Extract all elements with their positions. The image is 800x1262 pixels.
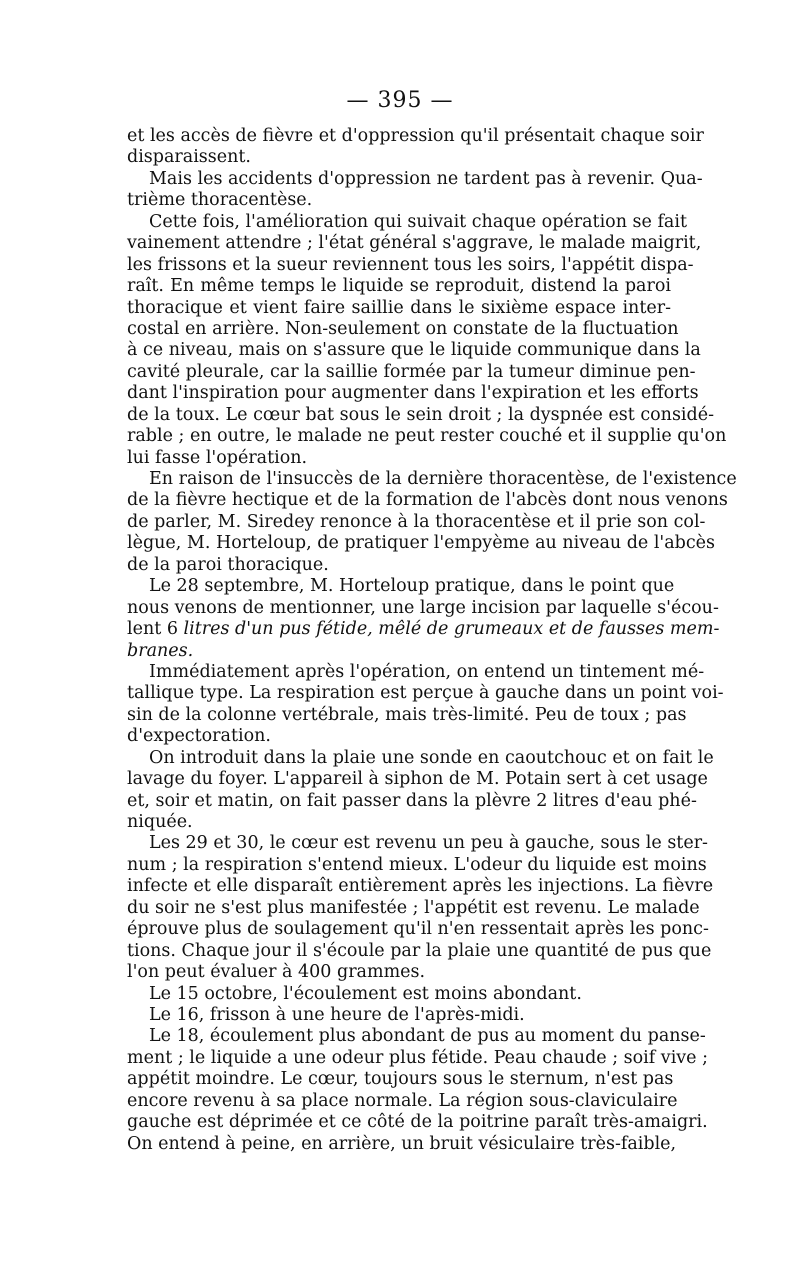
text-line: infecte et elle disparaît entièrement après les injections. La fièvre [127,876,714,897]
text-line: ment ; le liquide a une odeur plus fétide. Peau chaude ; soif vive ; [127,1047,708,1068]
text-line: thoracique et vient faire saillie dans le sixième espace inter- [127,297,671,318]
text-line: num ; la respiration s'entend mieux. L'odeur du liquide est moins [127,854,707,875]
text-line: à ce niveau, mais on s'assure que le liquide communique dans la [127,340,701,361]
text-line: éprouve plus de soulagement qu'il n'en ressentait après les ponc- [127,919,709,940]
text-line: lègue, M. Horteloup, de pratiquer l'empyème au niveau de l'abcès [127,533,716,554]
text-line: d'expectoration. [127,726,271,747]
page-number: — 395 — [346,88,454,113]
text-line: disparaissent. [127,147,251,168]
text-line: vainement attendre ; l'état général s'aggrave, le malade maigrit, [127,233,702,254]
text-line: costal en arrière. Non-seulement on constate de la fluctuation [127,318,679,339]
text-line: et, soir et matin, on fait passer dans la plèvre 2 litres d'eau phé- [127,790,697,811]
text-line: les frissons et la sueur reviennent tous les soirs, l'appétit dispa- [127,254,694,275]
text-line: niquée. [127,812,193,832]
text-line: appétit moindre. Le cœur, toujours sous le sternum, n'est pas [127,1069,674,1090]
text-line: Immédiatement après l'opération, on entend un tintement mé- [149,661,705,682]
text-line: rable ; en outre, le malade ne peut rester couché et il supplie qu'on [127,426,727,447]
text-line: Cette fois, l'amélioration qui suivait chaque opération se fait [149,211,687,232]
text-line [127,619,720,640]
text-line: tallique type. La respiration est perçue à gauche dans un point voi- [127,683,724,704]
text-line [127,641,671,662]
text-line: de la paroi thoracique. [127,554,329,575]
text-line: nous venons de mentionner, une large incision par laquelle s'écou- [127,597,719,618]
text-line: l'on peut évaluer à 400 grammes. [127,962,426,983]
text-line: lavage du foyer. L'appareil à siphon de M. Potain sert à cet usage [127,769,708,790]
text-line: lui fasse l'opération. [127,447,308,468]
text-line: Le 18, écoulement plus abondant de pus au moment du panse- [149,1026,706,1047]
italic-text-run: branes. [127,640,194,661]
text-line: sin de la colonne vertébrale, mais très-limité. Peu de toux ; pas [127,704,687,725]
text-line: Le 15 octobre, l'écoulement est moins abondant. [149,983,582,1004]
text-line: On introduit dans la plaie une sonde en caoutchouc et on fait le [149,747,714,768]
text-line: raît. En même temps le liquide se reproduit, distend la paroi [127,276,671,297]
text-line: gauche est déprimée et ce côté de la poitrine paraît très-amaigri. [127,1112,708,1133]
text-line: de parler, M. Siredey renonce à la thoracentèse et il prie son col- [127,511,706,532]
text-line: En raison de l'insuccès de la dernière thoracentèse, de l'existence [149,469,737,489]
body-text [127,126,737,1155]
text-line: tions. Chaque jour il s'écoule par la plaie une quantité de pus que [127,940,712,961]
text-run: lent 6 [127,619,184,640]
text-line: Le 16, frisson à une heure de l'après-midi. [149,1004,525,1025]
text-line: cavité pleurale, car la saillie formée par la tumeur diminue pen- [127,361,696,382]
text-line: de la toux. Le cœur bat sous le sein droit ; la dyspnée est considé- [127,404,714,425]
text-line: On entend à peine, en arrière, un bruit vésiculaire très-faible, [127,1133,677,1154]
text-line: et les accès de fièvre et d'oppression qu'il présentait chaque soir [127,126,704,146]
text-line: trième thoracentèse. [127,190,313,211]
text-line: Le 28 septembre, M. Horteloup pratique, dans le point que [149,576,675,597]
text-line: dant l'inspiration pour augmenter dans l'expiration et les efforts [127,383,699,404]
italic-text-run: litres d'un pus fétide, mêlé de grumeaux et de fausses mem- [183,619,720,640]
text-line: de la fièvre hectique et de la formation de l'abcès dont nous venons [127,490,728,511]
text-line: du soir ne s'est plus manifestée ; l'appétit est revenu. Le malade [127,897,700,918]
text-line: Mais les accidents d'oppression ne tardent pas à revenir. Qua- [149,168,703,189]
text-line: Les 29 et 30, le cœur est revenu un peu à gauche, sous le ster- [149,833,708,854]
text-line: encore revenu à sa place normale. La région sous-claviculaire [127,1090,678,1111]
